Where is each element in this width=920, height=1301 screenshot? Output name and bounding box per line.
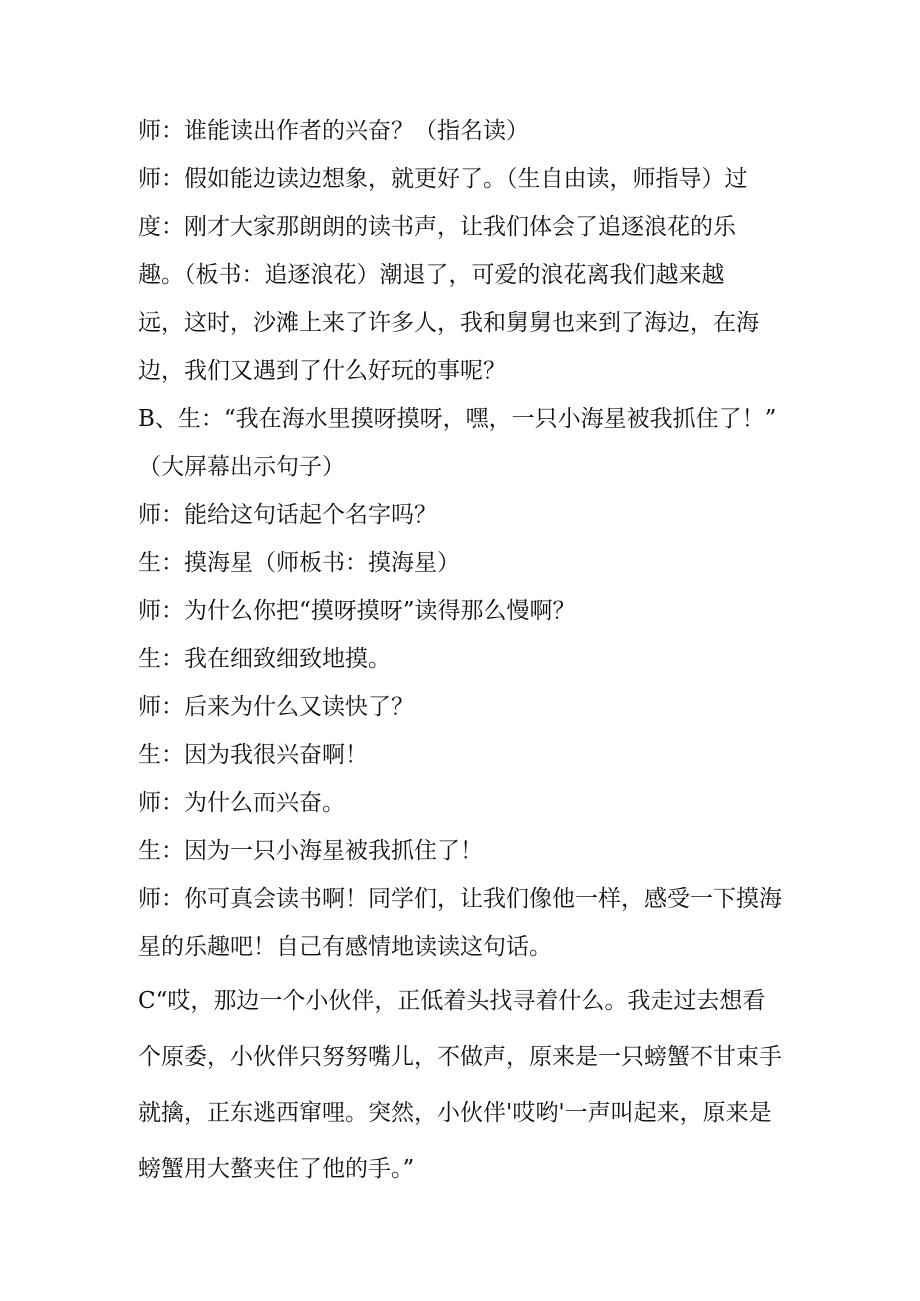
- text-line: 就擒，正东逃西窜哩。突然，小伙伴'哎哟'一声叫起来，原来是: [138, 1100, 772, 1126]
- text-line: 螃蟹用大螯夹住了他的手。”: [138, 1156, 415, 1182]
- text-line: 生：因为一只小海星被我抓住了！: [138, 838, 483, 864]
- text-line: 师：假如能边读边想象，就更好了。（生自由读，师指导）过: [138, 166, 748, 192]
- text-line: 师：能给这句话起个名字吗？: [138, 502, 437, 528]
- text-line: C“哎，那边一个小伙伴，正低着头找寻着什么。我走过去想看: [138, 988, 766, 1014]
- text-line: 生：因为我很兴奋啊！: [138, 742, 368, 768]
- text-line: 度：刚才大家那朗朗的读书声，让我们体会了追逐浪花的乐: [138, 214, 736, 240]
- text-line: 生：摸海星（师板书：摸海星）: [138, 550, 460, 576]
- text-line: B、生：“我在海水里摸呀摸呀，嘿，一只小海星被我抓住了！”: [138, 406, 777, 432]
- text-line: 星的乐趣吧！自己有感情地读读这句话。: [138, 934, 552, 960]
- text-line: 生：我在细致细致地摸。: [138, 646, 391, 672]
- text-line: 师：后来为什么又读快了？: [138, 694, 414, 720]
- text-line: 师：谁能读出作者的兴奋？（指名读）: [138, 118, 529, 144]
- text-line: 师：为什么你把“摸呀摸呀”读得那么慢啊？: [138, 598, 576, 624]
- text-line: 边，我们又遇到了什么好玩的事呢？: [138, 358, 506, 384]
- text-line: 师：为什么而兴奋。: [138, 790, 345, 816]
- text-line: 趣。（板书：追逐浪花）潮退了，可爱的浪花离我们越来越: [138, 262, 725, 288]
- text-line: 个原委，小伙伴只努努嘴儿，不做声，原来是一只螃蟹不甘束手: [138, 1044, 782, 1070]
- text-line: （大屏幕出示句子）: [138, 454, 345, 480]
- text-line: 师：你可真会读书啊！同学们，让我们像他一样，感受一下摸海: [138, 886, 782, 912]
- text-line: 远，这时，沙滩上来了许多人，我和舅舅也来到了海边，在海: [138, 310, 759, 336]
